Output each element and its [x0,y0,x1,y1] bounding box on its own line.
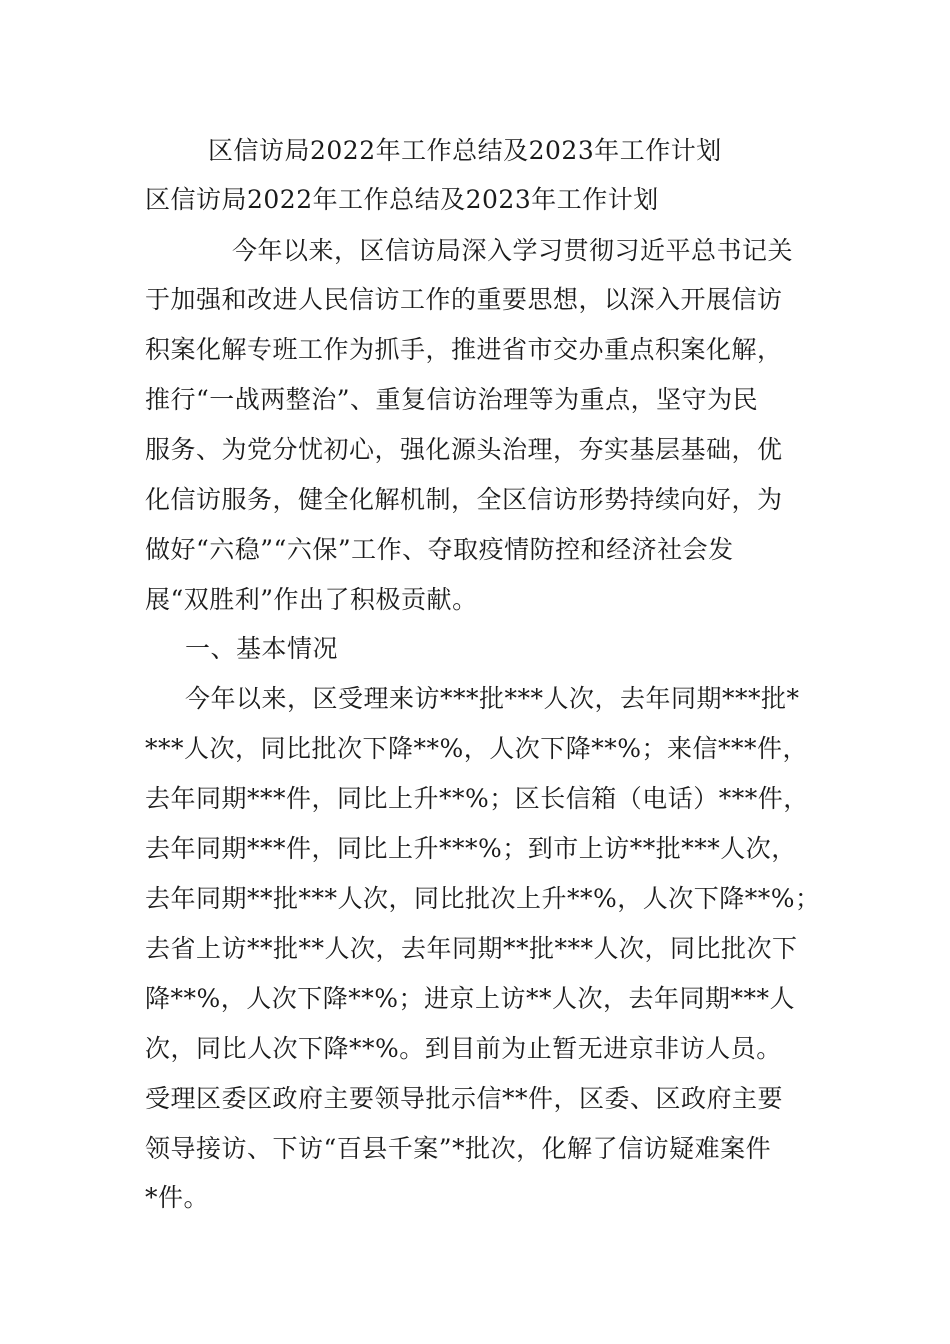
document-title: 区信访局2022年工作总结及2023年工作计划 [208,136,722,165]
body-line: *件。 [145,1183,210,1212]
body-line: 去省上访**批**人次，去年同期**批***人次，同比批次下 [145,934,798,963]
document-subtitle: 区信访局2022年工作总结及2023年工作计划 [145,185,659,214]
intro-line: 推行“一战两整治”、重复信访治理等为重点，坚守为民 [145,385,759,414]
body-line: ***人次，同比批次下降**%，人次下降**%；来信***件， [145,734,809,763]
body-line: 降**%，人次下降**%；进京上访**人次，去年同期***人 [145,984,796,1013]
body-line: 领导接访、下访“百县千案”*批次，化解了信访疑难案件 [145,1134,772,1163]
body-line: 受理区委区政府主要领导批示信**件，区委、区政府主要 [145,1084,784,1113]
body-line: 去年同期***件，同比上升**%；区长信箱（电话）***件， [145,784,809,813]
intro-line: 化信访服务，健全化解机制，全区信访形势持续向好，为 [145,485,783,514]
intro-line: 积案化解专班工作为抓手，推进省市交办重点积案化解， [145,335,783,364]
body-line: 次，同比人次下降**%。到目前为止暂无进京非访人员。 [145,1034,782,1063]
section-heading: 一、基本情况 [185,634,339,663]
body-line: 今年以来，区受理来访***批***人次，去年同期***批* [185,684,800,713]
intro-line: 服务、为党分忧初心，强化源头治理，夯实基层基础，优 [145,435,783,464]
intro-line: 于加强和改进人民信访工作的重要思想，以深入开展信访 [145,285,783,314]
intro-line: 今年以来，区信访局深入学习贯彻习近平总书记关 [232,236,794,265]
body-line: 去年同期***件，同比上升***%；到市上访**批***人次， [145,834,797,863]
intro-line: 做好“六稳”“六保”工作、夺取疫情防控和经济社会发 [145,535,734,564]
body-line: 去年同期**批***人次，同比批次上升**%，人次下降**%； [145,884,821,913]
intro-line: 展“双胜利”作出了积极贡献。 [145,585,478,614]
